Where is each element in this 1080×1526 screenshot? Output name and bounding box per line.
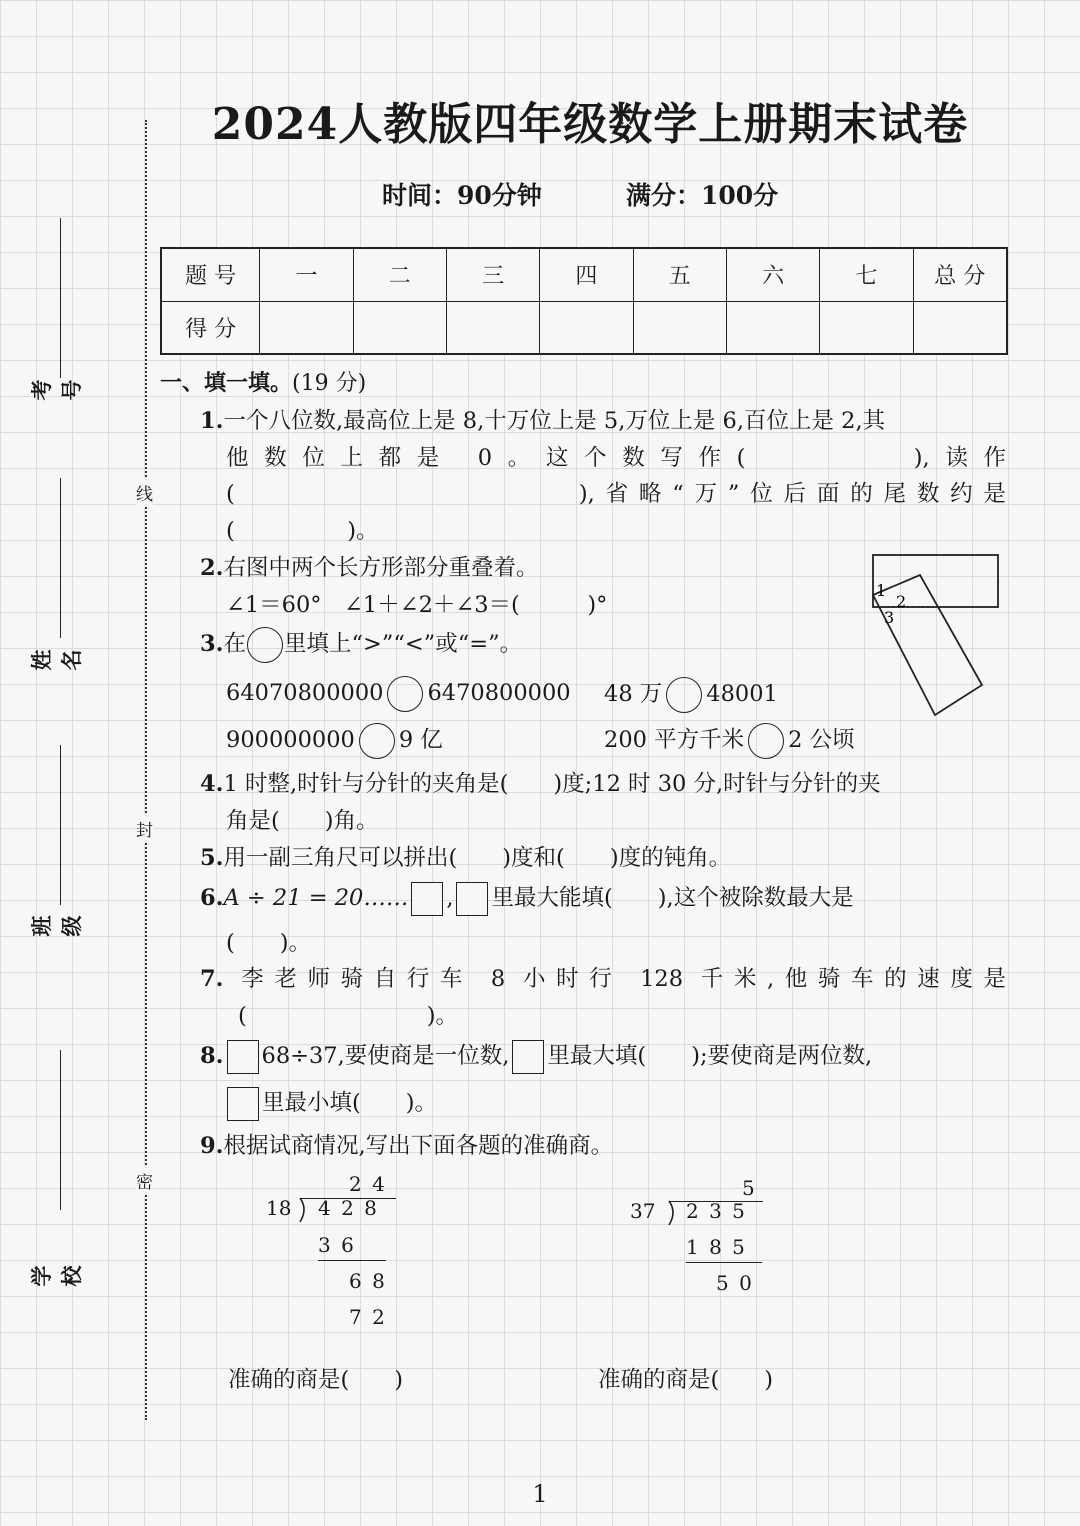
division-right-step-1: 1 8 5 [686,1235,747,1259]
score-cell[interactable] [820,301,913,354]
division-right-step-2: 5 0 [716,1271,754,1295]
exam-time: 时间：90分钟 [382,181,542,210]
score-header-cell: 总 分 [913,248,1007,301]
question-text: A ÷ 21 = 20…… [223,885,409,911]
question-number: 4. [200,771,224,797]
division-right-quotient: 5 [742,1176,755,1200]
question-number: 1. [200,408,224,434]
question-7-line-1 [200,961,1006,993]
score-cell[interactable] [353,301,446,354]
angle-label-2: 2 [896,592,907,611]
division-right-divisor: 37 [630,1199,656,1223]
score-header-cell: 一 [260,248,353,301]
binding-mark-feng: 封 [136,814,153,843]
question-number: 5. [200,845,224,871]
name-blank[interactable] [60,478,61,638]
angle-label-3: 3 [884,608,895,627]
division-left-divisor: 18 [266,1196,292,1220]
answer-box[interactable] [411,882,443,916]
score-table [160,247,1008,355]
compare-right: 6470800000 [427,680,571,706]
score-cell[interactable] [726,301,819,354]
exam-number-label: 考号 [29,379,84,401]
question-8-line-2 [224,1085,437,1121]
score-cell[interactable] [633,301,726,354]
answer-box[interactable] [456,882,488,916]
answer-box[interactable] [227,1040,259,1074]
binding-mark-xian: 线 [136,478,153,507]
compare-right: 2 公顷 [788,727,855,753]
school-blank[interactable] [60,1050,61,1210]
question-2-line-1 [200,550,539,582]
question-number: 8. [200,1043,224,1069]
compare-row-a [226,676,571,712]
question-number: 2. [200,555,224,581]
division-left-dividend: 4 2 8 [318,1196,379,1220]
question-text: 右图中两个长方形部分重叠着。 [223,555,539,581]
score-table-header-row [161,248,1007,301]
school-label: 学校 [29,1265,84,1287]
compare-right: 48001 [706,681,778,707]
exam-title: 2024人教版四年级数学上册期末试卷 [211,99,969,150]
question-number: 6. [200,885,224,911]
question-1-line-3: ( ),省略“万”位后面的尾数约是 [226,481,1006,507]
exam-number-blank[interactable] [60,218,61,378]
compare-circle[interactable] [666,677,702,713]
compare-left: 64070800000 [226,680,384,706]
score-cell[interactable] [446,301,539,354]
horizontal-rectangle [873,555,998,607]
question-text: 68÷37,要使商是一位数, [261,1043,510,1069]
question-number: 7. [200,966,224,992]
score-row-label: 得 分 [161,301,260,354]
score-cell[interactable] [540,301,633,354]
question-8-line-1 [200,1038,872,1074]
score-header-cell: 题 号 [161,248,260,301]
score-header-cell: 六 [726,248,819,301]
division-left-step-2: 6 8 [349,1269,387,1293]
question-5 [200,840,731,872]
question-text: 用一副三角尺可以拼出( )度和( )度的钝角。 [223,845,732,871]
compare-row-c [226,722,443,759]
score-header-cell: 三 [446,248,539,301]
compare-circle[interactable] [748,723,784,759]
division-right-step-rule [686,1262,762,1263]
division-left-answer: 准确的商是( ) [228,1367,404,1393]
division-right-dividend: 2 3 5 [686,1199,747,1223]
question-9-line-1 [200,1128,613,1160]
division-left-quotient: 2 4 [349,1172,387,1196]
question-6-line-2: ( )。 [226,930,312,956]
division-left-step-3: 7 2 [349,1305,387,1329]
answer-box[interactable] [227,1087,259,1121]
compare-circle[interactable] [387,676,423,712]
division-left-step-1: 3 6 [318,1233,356,1257]
compare-circle-example [247,627,283,663]
score-header-cell: 二 [353,248,446,301]
question-4-line-1 [200,766,881,798]
question-text: 里最小填( )。 [262,1090,438,1116]
section-points: (19 分) [292,371,367,396]
division-right-answer: 准确的商是( ) [598,1367,774,1393]
compare-left: 200 平方千米 [604,727,745,753]
question-number: 3. [200,631,224,657]
question-text: 里最大填( );要使商是两位数, [547,1043,873,1069]
compare-right: 9 亿 [398,727,443,753]
score-header-cell: 四 [540,248,633,301]
score-header-cell: 五 [633,248,726,301]
compare-circle[interactable] [359,723,395,759]
question-text: 1 时整,时针与分针的夹角是( )度;12 时 30 分,时针与分针的夹 [223,771,881,797]
section-title: 一、填一填。 [160,370,293,396]
answer-box[interactable] [512,1040,544,1074]
compare-row-d [604,722,855,759]
exam-full-score: 满分：100分 [626,181,779,210]
compare-left: 48 万 [604,681,663,707]
page-number: 1 [532,1480,548,1508]
binding-mark-mi: 密 [136,1166,153,1195]
question-text: 里最大能填( ),这个被除数最大是 [491,885,854,911]
question-text: 根据试商情况,写出下面各题的准确商。 [223,1133,614,1159]
tilted-rectangle [873,575,982,715]
overlapping-rectangles-figure [860,545,1000,725]
question-text: 李老师骑自行车 8 小时行 128 千米,他骑车的速度是 [241,966,1006,992]
question-1-line-4: ( )。 [226,518,379,544]
question-3-line-1 [200,626,522,663]
binding-dotted-line [145,120,147,1420]
section-heading [160,366,366,397]
compare-left: 900000000 [226,727,355,753]
question-7-line-2: ( )。 [238,1003,459,1029]
division-left-step-rule [318,1260,386,1261]
question-text: 在 [223,631,247,657]
angle-label-1: 1 [876,581,887,600]
question-6-line-1 [200,880,854,916]
division-right-bracket [667,1200,681,1226]
question-2-line-2: ∠1＝60° ∠1＋∠2＋∠3＝( )° [226,592,608,618]
compare-row-b [604,676,778,713]
class-blank[interactable] [60,745,61,905]
question-text: , [446,885,454,911]
score-header-cell: 七 [820,248,913,301]
division-left-bracket [298,1197,312,1223]
score-cell[interactable] [260,301,353,354]
score-table-score-row [161,301,1007,354]
question-text: 一个八位数,最高位上是 8,十万位上是 5,万位上是 6,百位上是 2,其 [223,408,886,434]
question-1-line-2: 他数位上都是 0。这个数写作( ),读作 [226,445,1006,471]
question-number: 9. [200,1133,224,1159]
question-text: 里填上“>”“<”或“=”。 [284,631,523,657]
question-4-line-2: 角是( )角。 [226,808,379,834]
question-1-line-1 [200,403,885,435]
class-label: 班级 [29,915,84,937]
score-cell[interactable] [913,301,1007,354]
name-label: 姓名 [29,649,84,671]
